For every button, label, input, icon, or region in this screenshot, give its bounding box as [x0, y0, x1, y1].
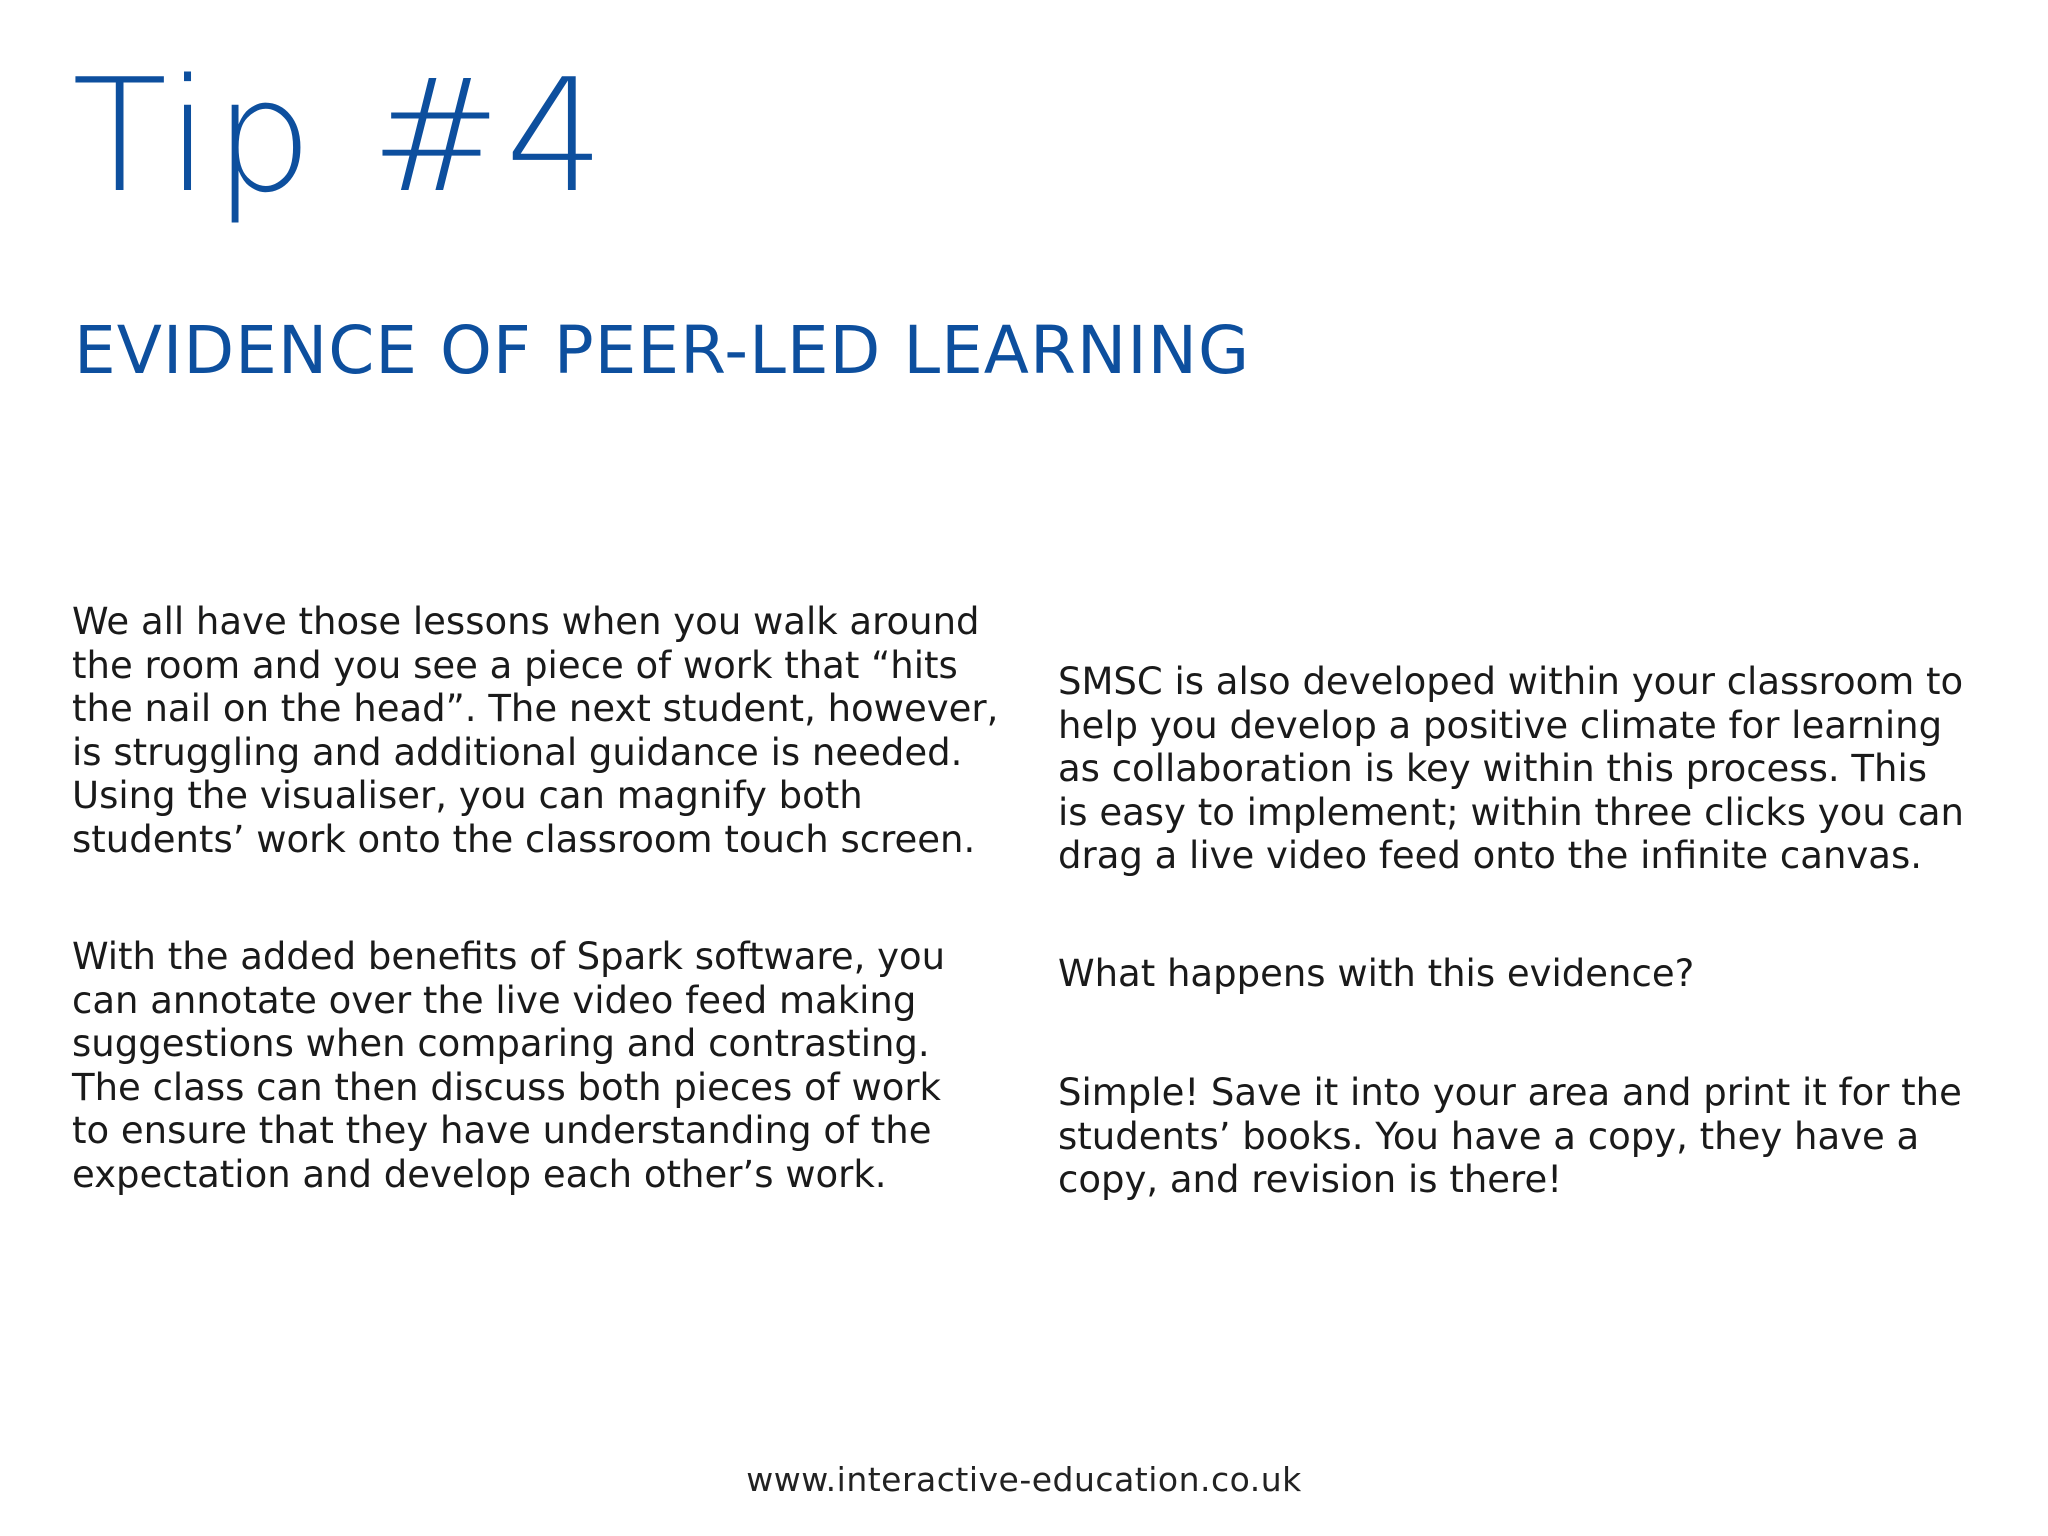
left-paragraph-1: We all have those lessons when you walk around the room and you see a piece of work that “hits the nail on the head”. The next student, however, is struggling and additional guidance is needed. Using the visualiser, you can magnify both students’ work onto the classroom touch screen. — [72, 600, 999, 861]
left-paragraph-2: With the added benefits of Spark software, you can annotate over the live video feed making suggestions when comparing and contrasting. The class can then discuss both pieces of work to ensure that they have understanding of the expectation and develop each other’s work. — [72, 935, 946, 1196]
right-paragraph-2: What happens with this evidence? — [1058, 952, 1695, 995]
right-paragraph-3: Simple! Save it into your area and print it for the students’ books. You have a copy, they have a copy, and revision is there! — [1058, 1071, 1962, 1201]
tip-title: Tip #4 — [72, 45, 609, 227]
footer-url-link[interactable]: www.interactive-education.co.uk — [746, 1460, 1302, 1499]
section-heading: EVIDENCE OF PEER-LED LEARNING — [74, 312, 1251, 389]
right-paragraph-1: SMSC is also developed within your classroom to help you develop a positive climate for learning as collaboration is key within this process. This is easy to implement; within three clicks you can drag a live video feed onto the infinite canvas. — [1058, 660, 1964, 877]
